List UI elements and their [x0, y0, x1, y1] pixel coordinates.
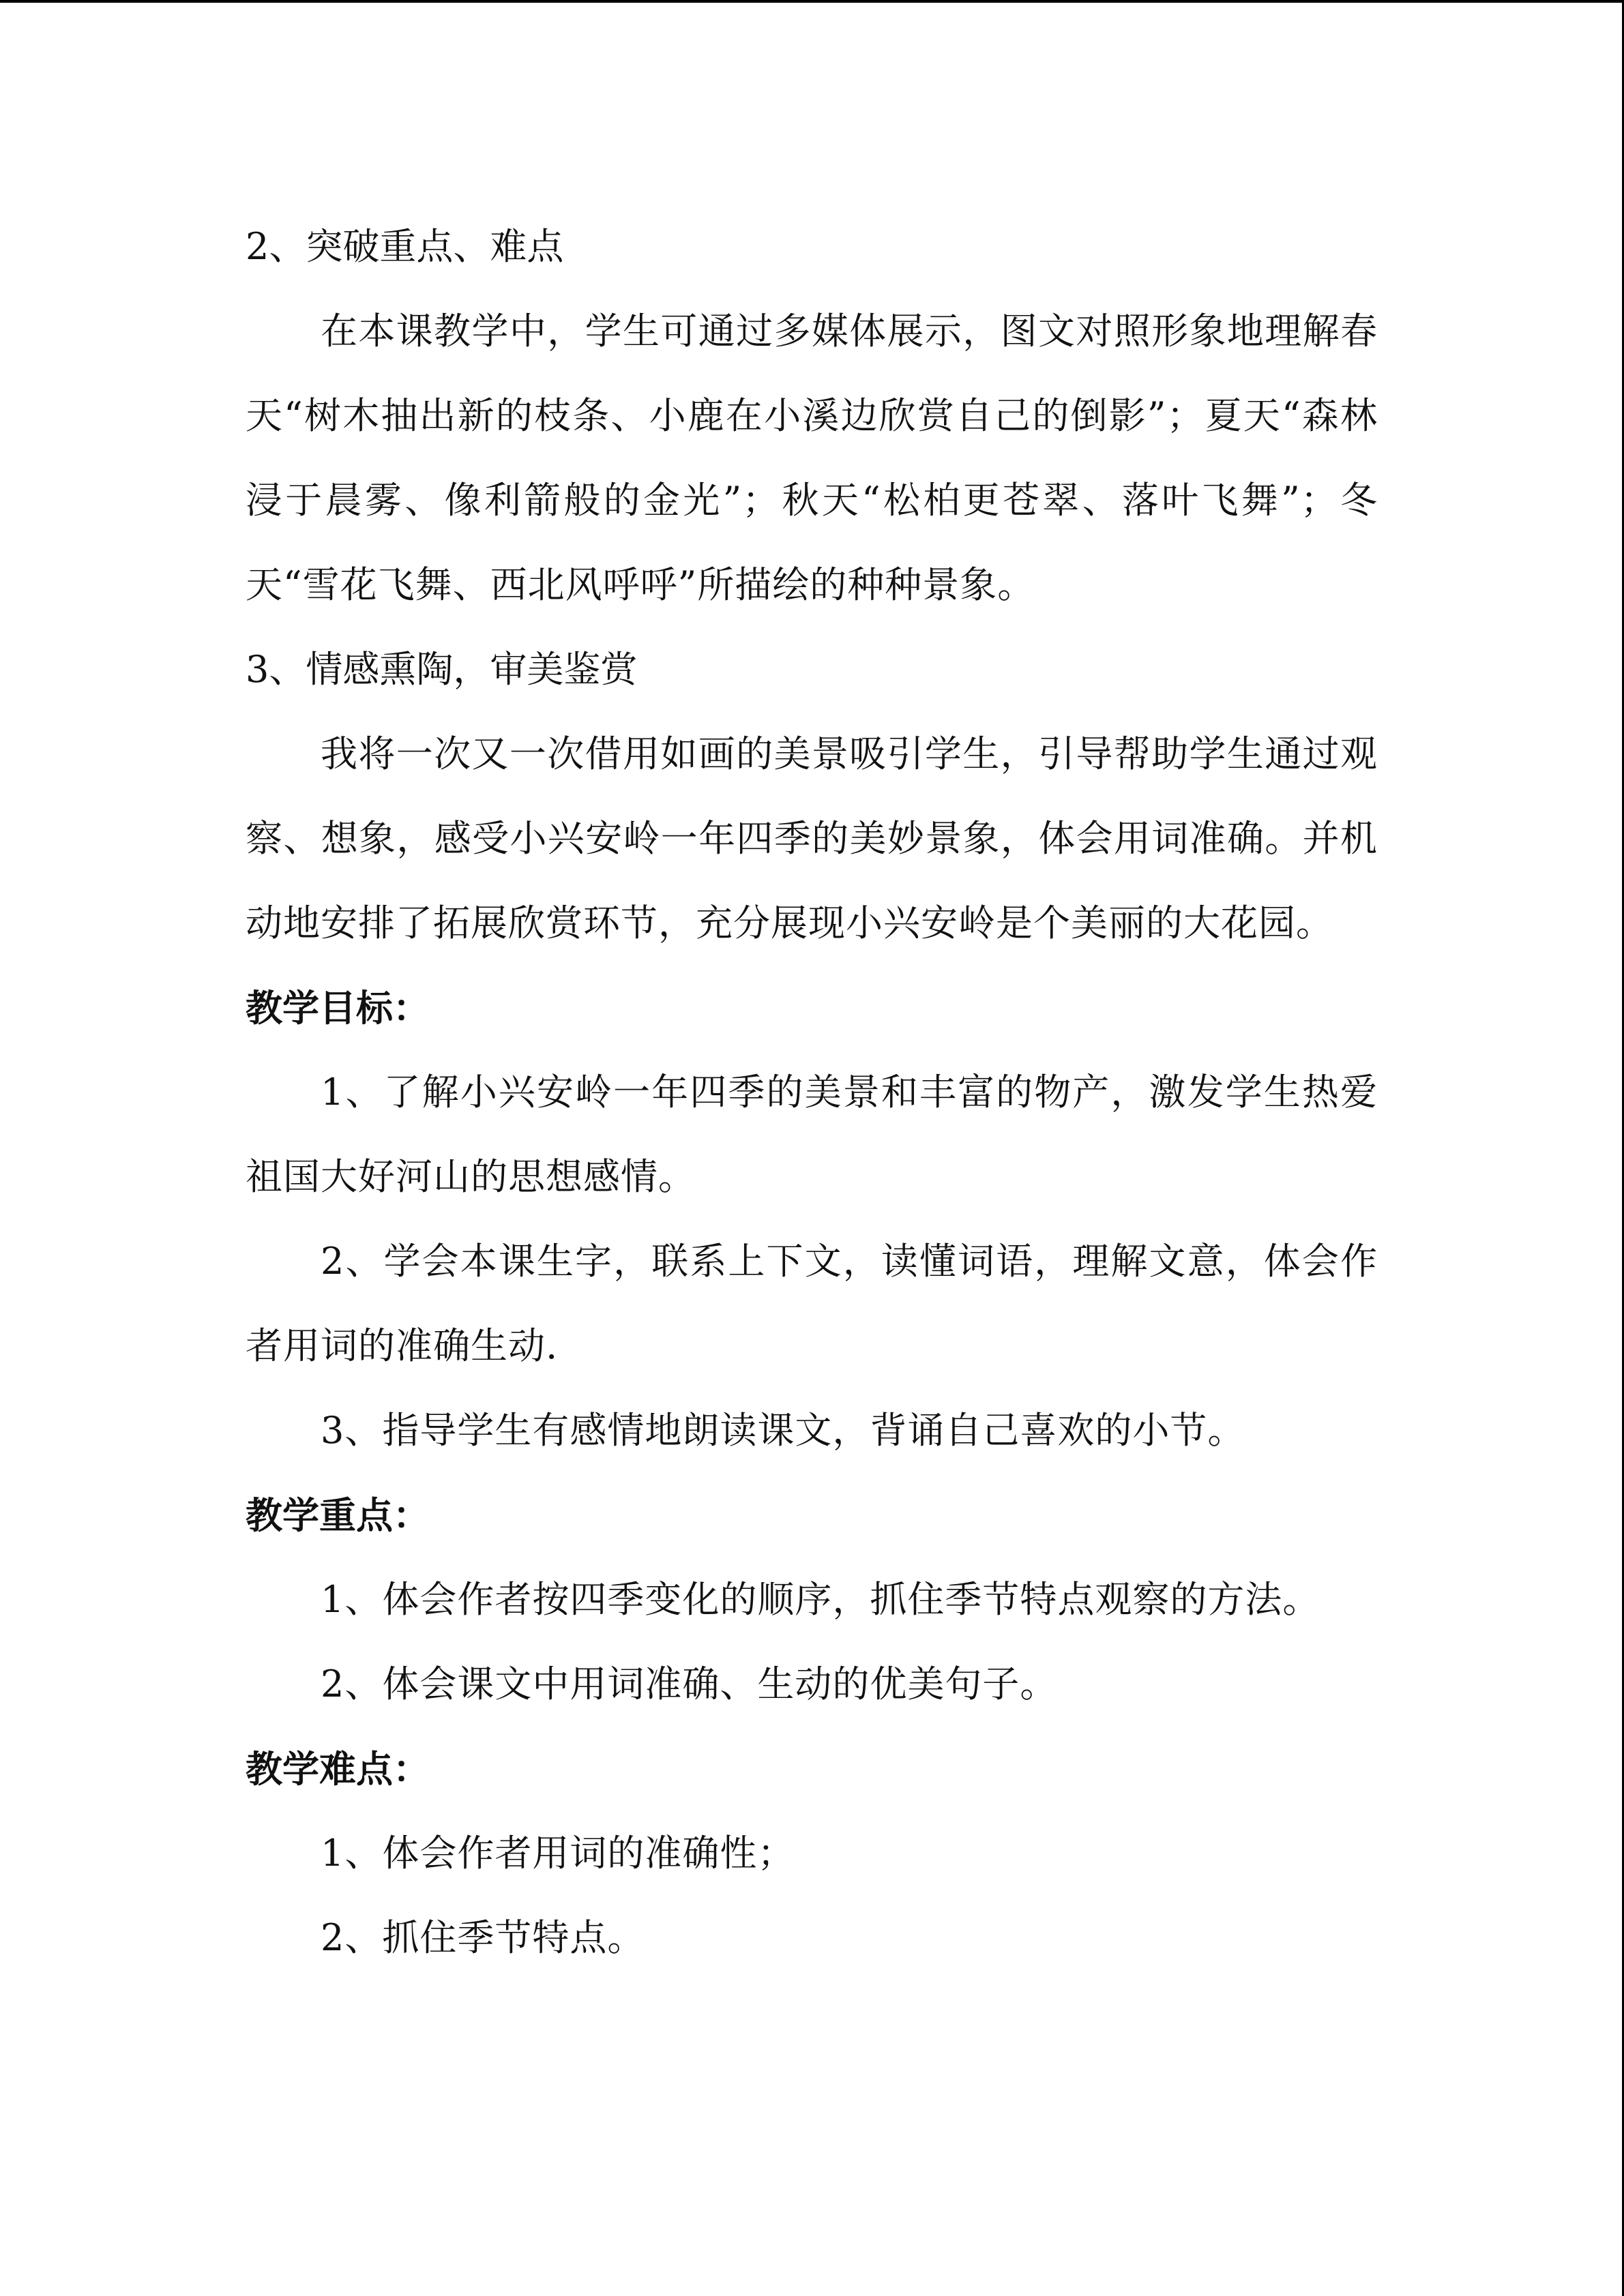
goals-heading: 教学目标：: [246, 986, 430, 1030]
goal-item-1: 1、了解小兴安岭一年四季的美景和丰富的物产，激发学生热爱祖国大好河山的思想感情。: [246, 1071, 1378, 1198]
key-point-item-1: 1、体会作者按四季变化的顺序，抓住季节特点观察的方法。: [321, 1578, 1320, 1621]
key-points-heading: 教学重点：: [246, 1493, 430, 1537]
difficulty-item-1: 1、体会作者用词的准确性；: [321, 1832, 795, 1875]
section-3-title: 3、情感熏陶，审美鉴赏: [246, 648, 638, 691]
document-body: [246, 205, 1378, 1980]
page-top-border: [0, 0, 1624, 3]
difficulty-item-2: 2、抓住季节特点。: [321, 1916, 645, 1959]
difficulties-heading: 教学难点：: [246, 1747, 430, 1791]
section-3-paragraph: 我将一次又一次借用如画的美景吸引学生，引导帮助学生通过观察、想象，感受小兴安岭一年四季的美妙景象，体会用词准确。并机动地安排了拓展欣赏环节，充分展现小兴安岭是个美丽的大花园。: [246, 732, 1378, 944]
section-2-paragraph: 在本课教学中，学生可通过多媒体展示，图文对照形象地理解春天“树木抽出新的枝条、小鹿在小溪边欣赏自己的倒影”；夏天“森林浸于晨雾、像利箭般的金光”；秋天“松柏更苍翠、落叶飞舞”；冬天“雪花飞舞、西北风呼呼”所描绘的种种景象。: [246, 310, 1378, 606]
section-2-title: 2、突破重点、难点: [246, 225, 564, 268]
goal-item-3: 3、指导学生有感情地朗读课文，背诵自己喜欢的小节。: [321, 1409, 1245, 1452]
key-point-item-2: 2、体会课文中用词准确、生动的优美句子。: [321, 1663, 1058, 1705]
goal-item-2: 2、学会本课生字，联系上下文，读懂词语，理解文意，体会作者用词的准确生动.: [246, 1240, 1378, 1367]
